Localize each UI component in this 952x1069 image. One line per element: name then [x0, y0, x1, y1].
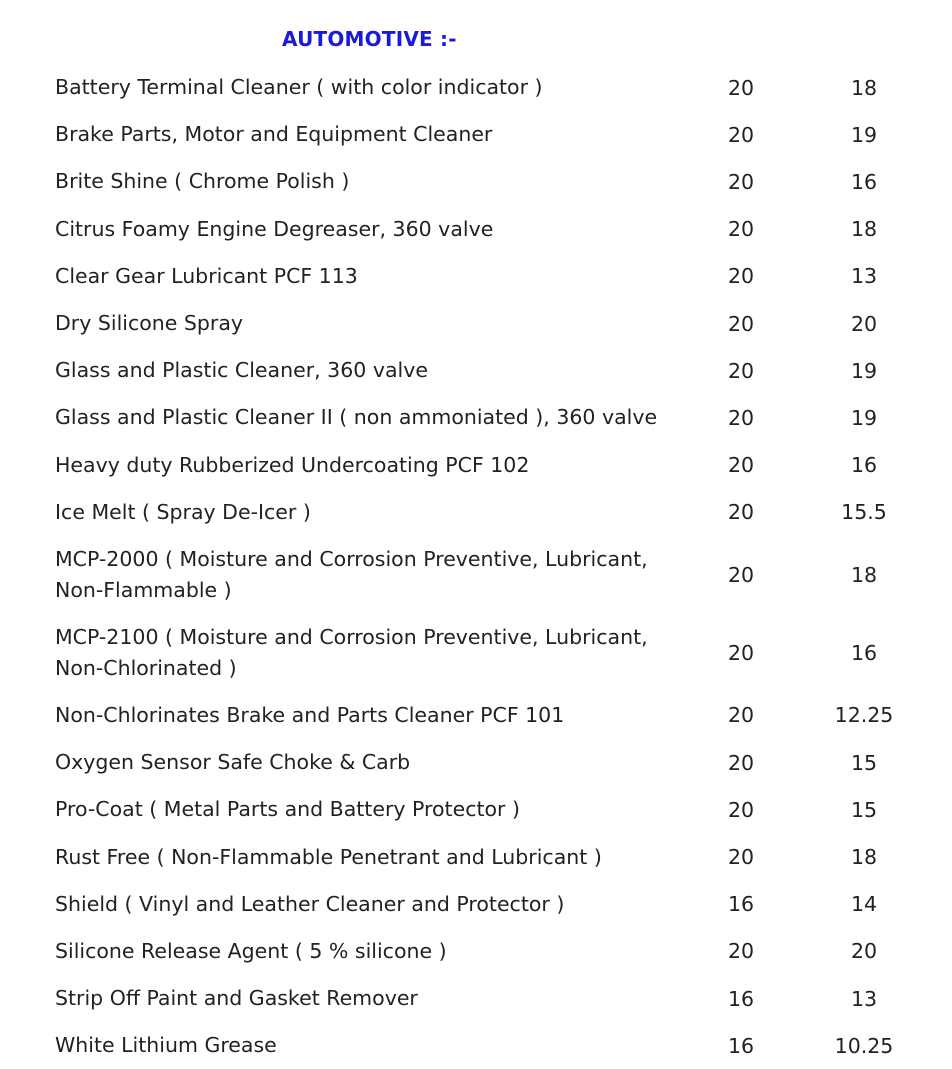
section-heading: AUTOMOTIVE :- — [282, 27, 457, 51]
product-name: Brite Shine ( Chrome Polish ) — [55, 169, 350, 194]
product-value-1: 20 — [727, 703, 755, 728]
product-value-2: 19 — [850, 358, 878, 383]
table-row — [55, 158, 935, 205]
product-value-1: 16 — [727, 892, 755, 917]
product-name: Dry Silicone Spray — [55, 311, 244, 336]
table-row — [55, 692, 935, 739]
product-value-1: 20 — [727, 500, 755, 525]
product-name: Shield ( Vinyl and Leather Cleaner and Protector ) — [55, 891, 565, 916]
table-row — [55, 489, 935, 536]
product-name: Clear Gear Lubricant PCF 113 — [55, 263, 358, 288]
table-row — [55, 394, 935, 441]
product-name: Battery Terminal Cleaner ( with color indicator ) — [55, 75, 543, 100]
product-value-1: 20 — [727, 75, 755, 100]
product-name: MCP-2100 ( Moisture and Corrosion Preventive, Lubricant, Non-Chlorinated ) — [55, 624, 648, 680]
product-value-2: 16 — [850, 453, 878, 478]
product-value-1: 20 — [727, 640, 755, 665]
product-table — [55, 64, 935, 1069]
product-name: White Lithium Grease — [55, 1033, 277, 1058]
product-value-1: 20 — [727, 405, 755, 430]
product-name: Pro-Coat ( Metal Parts and Battery Protector ) — [55, 797, 521, 822]
table-row — [55, 111, 935, 158]
table-row — [55, 253, 935, 300]
product-name: Rust Free ( Non-Flammable Penetrant and Lubricant ) — [55, 844, 602, 869]
product-name: Oxygen Sensor Safe Choke & Carb — [55, 750, 411, 775]
product-name: Ice Melt ( Spray De-Icer ) — [55, 499, 311, 524]
product-value-1: 20 — [727, 750, 755, 775]
product-value-2: 15 — [850, 750, 878, 775]
table-row — [55, 928, 935, 975]
product-name: Non-Chlorinates Brake and Parts Cleaner PCF 101 — [55, 702, 565, 727]
product-name: Brake Parts, Motor and Equipment Cleaner — [55, 122, 493, 147]
product-value-1: 20 — [727, 797, 755, 822]
product-value-2: 16 — [850, 169, 878, 194]
product-value-2: 13 — [850, 264, 878, 289]
product-value-1: 20 — [727, 169, 755, 194]
product-value-2: 12.25 — [834, 703, 894, 728]
product-value-2: 20 — [850, 311, 878, 336]
table-row — [55, 786, 935, 833]
product-name: Citrus Foamy Engine Degreaser, 360 valve — [55, 216, 494, 241]
table-row — [55, 206, 935, 253]
product-value-1: 20 — [727, 939, 755, 964]
product-name: MCP-2000 ( Moisture and Corrosion Preventive, Lubricant, Non-Flammable ) — [55, 546, 648, 602]
product-value-2: 16 — [850, 640, 878, 665]
table-row — [55, 64, 935, 111]
product-value-1: 20 — [727, 217, 755, 242]
table-row — [55, 833, 935, 880]
table-row — [55, 1022, 935, 1069]
product-value-2: 18 — [850, 75, 878, 100]
product-value-1: 20 — [727, 311, 755, 336]
product-name: Silicone Release Agent ( 5 % silicone ) — [55, 938, 447, 963]
table-row — [55, 614, 935, 692]
table-row — [55, 536, 935, 614]
product-value-1: 16 — [727, 1033, 755, 1058]
product-value-2: 18 — [850, 845, 878, 870]
table-row — [55, 300, 935, 347]
product-value-1: 20 — [727, 358, 755, 383]
product-value-1: 20 — [727, 562, 755, 587]
product-value-2: 18 — [850, 562, 878, 587]
product-name: Strip Off Paint and Gasket Remover — [55, 986, 418, 1011]
product-value-2: 15.5 — [841, 500, 887, 525]
product-value-2: 19 — [850, 405, 878, 430]
table-row — [55, 442, 935, 489]
product-value-2: 13 — [850, 986, 878, 1011]
table-row — [55, 881, 935, 928]
product-value-2: 18 — [850, 217, 878, 242]
product-value-2: 20 — [850, 939, 878, 964]
product-name: Glass and Plastic Cleaner, 360 valve — [55, 358, 428, 383]
product-value-1: 20 — [727, 264, 755, 289]
table-row — [55, 347, 935, 394]
product-value-2: 19 — [850, 122, 878, 147]
product-value-2: 15 — [850, 797, 878, 822]
table-row — [55, 975, 935, 1022]
product-value-1: 20 — [727, 453, 755, 478]
product-value-1: 20 — [727, 845, 755, 870]
product-value-1: 16 — [727, 986, 755, 1011]
product-value-2: 10.25 — [834, 1033, 894, 1058]
product-value-1: 20 — [727, 122, 755, 147]
product-name: Heavy duty Rubberized Undercoating PCF 102 — [55, 452, 530, 477]
table-row — [55, 739, 935, 786]
product-name: Glass and Plastic Cleaner II ( non ammoniated ), 360 valve — [55, 405, 658, 430]
product-value-2: 14 — [850, 892, 878, 917]
